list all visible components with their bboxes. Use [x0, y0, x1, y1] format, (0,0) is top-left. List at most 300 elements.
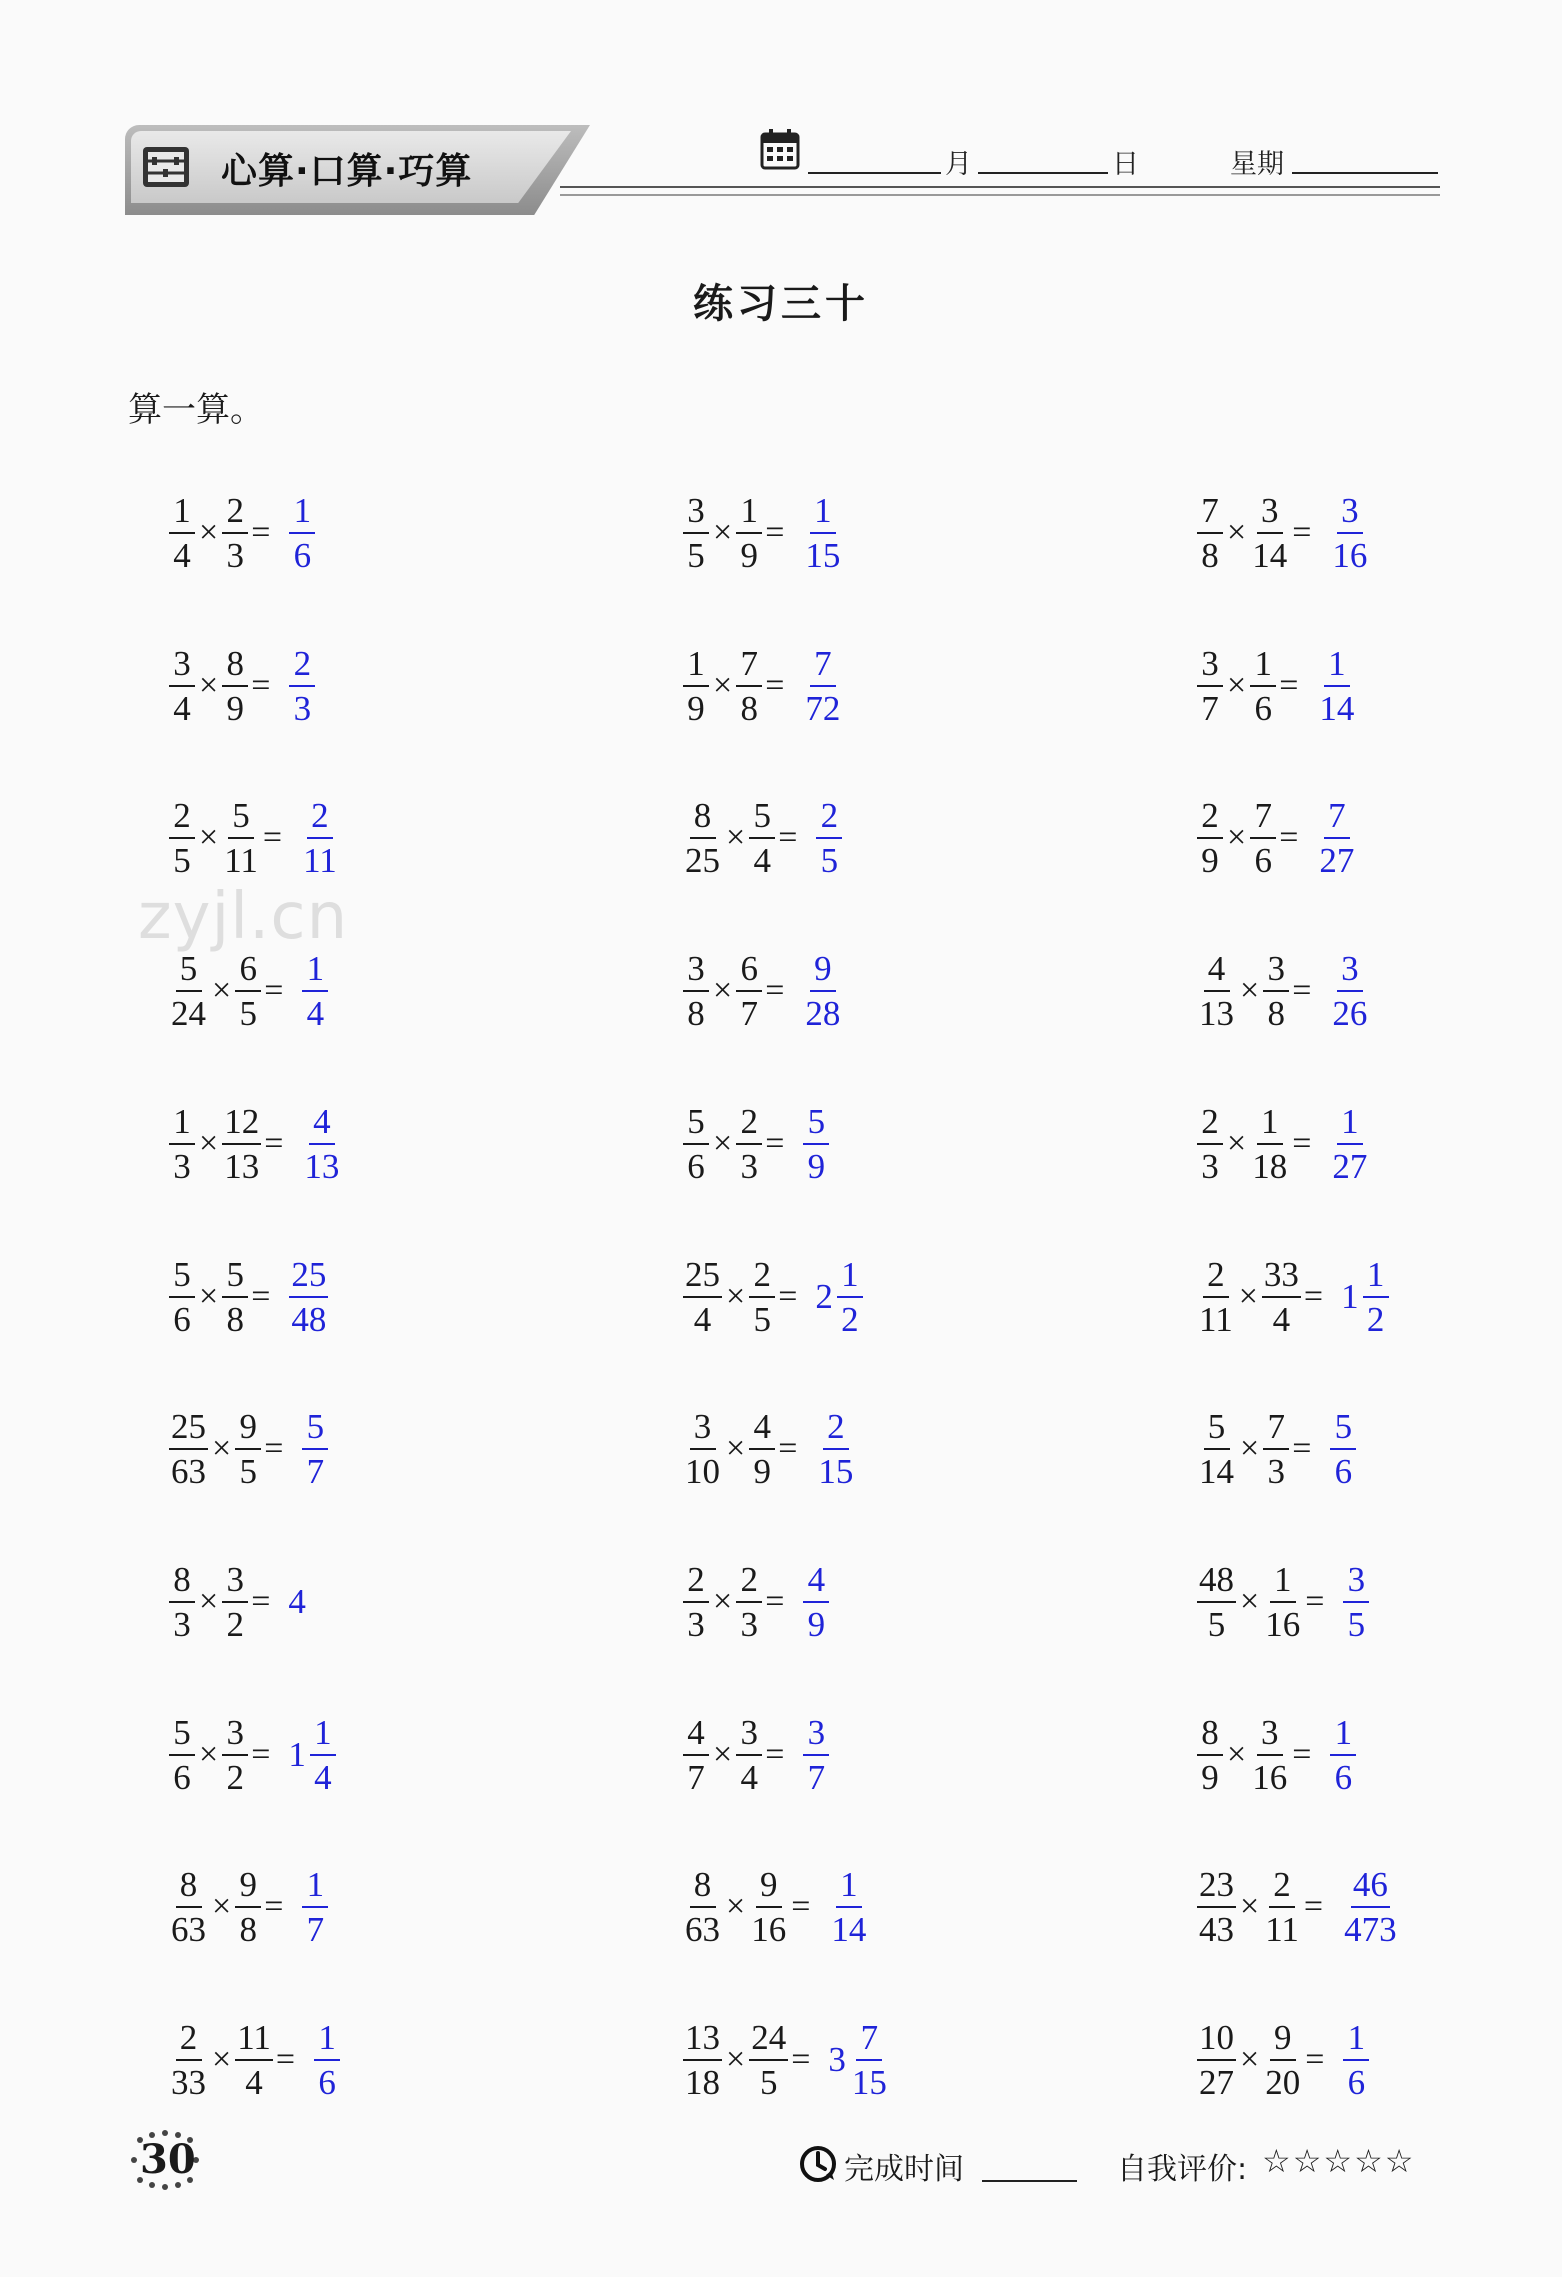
numerator: 48	[1197, 1562, 1236, 1603]
numerator: 8	[690, 1867, 716, 1908]
denominator: 5	[173, 841, 191, 880]
times-sign: ×	[713, 972, 733, 1009]
answer	[1329, 1104, 1370, 1184]
calendar-icon	[760, 128, 800, 170]
denominator: 43	[1199, 1910, 1234, 1949]
answer-numerator: 1	[314, 2020, 340, 2061]
answer-fraction	[837, 1257, 863, 1337]
denominator: 16	[1252, 1758, 1288, 1797]
equals-sign: =	[1305, 1583, 1325, 1620]
times-sign: ×	[713, 1583, 733, 1620]
answer-fraction	[829, 1867, 868, 1947]
header-rule	[560, 194, 1440, 196]
answer	[828, 2020, 890, 2100]
math-problem	[168, 1859, 329, 1955]
fraction-operand-b	[235, 1409, 261, 1489]
equals-sign: =	[1303, 1278, 1324, 1315]
denominator: 9	[226, 689, 244, 728]
fraction-operand-b	[736, 646, 762, 726]
answer-denominator: 2	[841, 1300, 859, 1339]
answer-fraction	[289, 646, 315, 726]
answer-denominator: 473	[1344, 1910, 1397, 1949]
answer	[802, 1562, 830, 1642]
answer	[1329, 493, 1370, 573]
denominator: 6	[173, 1758, 191, 1797]
answer-numerator: 2	[823, 1409, 849, 1450]
numerator: 5	[169, 1257, 195, 1298]
answer-denominator: 5	[1347, 1605, 1366, 1644]
answer-denominator: 28	[805, 994, 841, 1033]
numerator: 3	[222, 1562, 248, 1603]
answer-whole: 1	[1341, 1277, 1359, 1316]
numerator: 2	[1197, 798, 1223, 839]
denominator: 5	[687, 536, 705, 575]
answer-denominator: 14	[1319, 689, 1355, 728]
equals-sign: =	[1303, 1888, 1324, 1925]
answer-numerator: 1	[1363, 1257, 1389, 1298]
denominator: 9	[687, 689, 705, 728]
answer-denominator: 27	[1332, 1147, 1368, 1186]
numerator: 5	[176, 951, 202, 992]
times-sign: ×	[713, 514, 733, 551]
answer-numerator: 3	[1337, 951, 1363, 992]
denominator: 6	[173, 1300, 191, 1339]
numerator: 24	[749, 2020, 788, 2061]
day-label: 日	[1112, 149, 1139, 180]
denominator: 24	[171, 994, 206, 1033]
answer	[301, 1104, 342, 1184]
answer-numerator: 2	[307, 798, 333, 839]
answer-numerator: 5	[803, 1104, 829, 1145]
answer	[1341, 1257, 1390, 1337]
answer-denominator: 6	[1347, 2063, 1366, 2102]
fraction-operand-a	[683, 1409, 722, 1489]
answer-whole: 2	[815, 1277, 833, 1316]
answer-denominator: 14	[831, 1910, 867, 1949]
answer	[802, 493, 843, 573]
fraction-operand-b	[749, 1409, 775, 1489]
denominator: 3	[687, 1605, 705, 1644]
weekday-label: 星期	[1230, 149, 1284, 180]
answer-fraction	[289, 1257, 328, 1337]
numerator: 3	[169, 646, 195, 687]
numerator: 3	[683, 951, 709, 992]
equals-sign: =	[251, 667, 271, 704]
completion-time-input-line[interactable]	[982, 2180, 1077, 2182]
clock-icon	[798, 2144, 838, 2184]
denominator: 16	[1265, 1605, 1301, 1644]
answer-denominator: 6	[1334, 1452, 1353, 1491]
denominator: 3	[173, 1605, 191, 1644]
answer-fraction	[301, 798, 339, 878]
answer-numerator: 7	[856, 2020, 882, 2061]
exercise-title: 练习三十	[693, 281, 869, 327]
equals-sign: =	[262, 819, 283, 856]
page-number-badge	[130, 2130, 200, 2190]
equals-sign: =	[264, 972, 284, 1009]
denominator: 16	[751, 1910, 787, 1949]
answer-numerator: 9	[810, 951, 836, 992]
numerator: 2	[736, 1104, 762, 1145]
numerator: 5	[683, 1104, 709, 1145]
equals-sign: =	[1292, 1736, 1312, 1773]
numerator: 7	[736, 646, 762, 687]
denominator: 3	[1267, 1452, 1285, 1491]
section-banner	[125, 125, 590, 215]
math-problem	[682, 2012, 890, 2108]
answer-numerator: 1	[836, 1867, 862, 1908]
equals-sign: =	[791, 1888, 811, 1925]
numerator: 9	[1270, 2020, 1296, 2061]
fraction-operand-b	[222, 1257, 248, 1337]
banner-title: 心算·口算·巧算	[221, 151, 473, 192]
math-problem	[168, 1401, 329, 1497]
answer	[288, 1715, 337, 1795]
denominator: 14	[1199, 1452, 1234, 1491]
denominator: 25	[685, 841, 720, 880]
answer-denominator: 4	[306, 994, 325, 1033]
fraction-operand-b	[222, 1562, 248, 1642]
times-sign: ×	[713, 1736, 733, 1773]
times-sign: ×	[713, 1125, 733, 1162]
equals-sign: =	[1292, 514, 1312, 551]
times-sign: ×	[1227, 667, 1247, 704]
numerator: 4	[1204, 951, 1230, 992]
numerator: 13	[683, 2020, 722, 2061]
fraction-operand-b	[1250, 493, 1289, 573]
answer-denominator: 15	[818, 1452, 854, 1491]
denominator: 5	[753, 1300, 771, 1339]
answer-denominator: 27	[1319, 841, 1355, 880]
numerator: 1	[683, 646, 709, 687]
math-problem	[1196, 1401, 1357, 1497]
fraction-operand-b	[736, 951, 762, 1031]
denominator: 8	[1201, 536, 1219, 575]
denominator: 6	[687, 1147, 705, 1186]
answer	[288, 1257, 329, 1337]
answer-numerator: 25	[289, 1257, 328, 1298]
math-problem	[1196, 1707, 1357, 1803]
answer-numerator: 5	[1330, 1409, 1356, 1450]
numerator: 2	[1197, 1104, 1223, 1145]
numerator: 5	[222, 1257, 248, 1298]
equals-sign: =	[765, 972, 785, 1009]
answer-fraction	[803, 1104, 829, 1184]
denominator: 9	[1201, 1758, 1219, 1797]
times-sign: ×	[1240, 2041, 1260, 2078]
day-input-line[interactable]	[978, 172, 1108, 174]
math-problem	[1196, 1249, 1390, 1345]
times-sign: ×	[199, 1583, 219, 1620]
answer-fraction	[1330, 1409, 1356, 1489]
denominator: 18	[685, 2063, 720, 2102]
fraction-operand-a	[1197, 646, 1223, 726]
answer-numerator: 1	[837, 1257, 863, 1298]
fraction-operand-a	[683, 1867, 722, 1947]
fraction-operand-b	[736, 1104, 762, 1184]
denominator: 5	[239, 994, 257, 1033]
denominator: 8	[226, 1300, 244, 1339]
month-input-line[interactable]	[808, 172, 941, 174]
math-problem	[682, 1096, 830, 1192]
numerator: 7	[1263, 1409, 1289, 1450]
math-problem	[682, 790, 843, 886]
answer-fraction	[1330, 1715, 1356, 1795]
answer-denominator: 7	[306, 1910, 325, 1949]
denominator: 63	[171, 1910, 206, 1949]
fraction-operand-a	[169, 1562, 195, 1642]
numerator: 3	[222, 1715, 248, 1756]
math-problem	[168, 943, 329, 1039]
math-problem	[682, 1859, 869, 1955]
math-problem	[1196, 943, 1370, 1039]
answer-denominator: 48	[291, 1300, 327, 1339]
math-problem	[168, 1707, 337, 1803]
equals-sign: =	[264, 1125, 284, 1162]
fraction-operand-a	[1197, 493, 1223, 573]
numerator: 1	[1257, 1104, 1283, 1145]
answer-numerator: 1	[1330, 1715, 1356, 1756]
answer-numerator: 5	[302, 1409, 328, 1450]
answer-numerator: 1	[1324, 646, 1350, 687]
answer	[1316, 798, 1357, 878]
math-problem	[682, 1401, 856, 1497]
fraction-operand-a	[169, 1409, 208, 1489]
numerator: 2	[1203, 1257, 1229, 1298]
numerator: 2	[222, 493, 248, 534]
numerator: 12	[222, 1104, 261, 1145]
math-problem	[168, 790, 340, 886]
denominator: 3	[226, 536, 244, 575]
answer-fraction	[1317, 646, 1356, 726]
numerator: 9	[235, 1867, 261, 1908]
denominator: 3	[740, 1147, 758, 1186]
numerator: 2	[176, 2020, 202, 2061]
answer-whole: 1	[288, 1735, 306, 1774]
answer	[1342, 1562, 1370, 1642]
times-sign: ×	[1227, 819, 1247, 856]
answer-denominator: 9	[807, 1147, 826, 1186]
fraction-operand-a	[1197, 951, 1236, 1031]
fraction-operand-a	[169, 798, 195, 878]
answer-denominator: 7	[306, 1452, 325, 1491]
times-sign: ×	[212, 1430, 232, 1467]
numerator: 9	[756, 1867, 782, 1908]
answer-fraction	[302, 951, 328, 1031]
answer-numerator: 1	[302, 1867, 328, 1908]
fraction-operand-a	[169, 1715, 195, 1795]
denominator: 27	[1199, 2063, 1234, 2102]
answer-numerator: 7	[1324, 798, 1350, 839]
equals-sign: =	[251, 514, 271, 551]
fraction-operand-a	[169, 646, 195, 726]
denominator: 4	[173, 536, 191, 575]
fraction-operand-a	[169, 1867, 208, 1947]
fraction-operand-a	[683, 493, 709, 573]
math-problem	[682, 943, 843, 1039]
answer-numerator: 1	[810, 493, 836, 534]
times-sign: ×	[1240, 972, 1260, 1009]
answer-numerator: 4	[309, 1104, 335, 1145]
answer	[288, 646, 316, 726]
answer-fraction	[1363, 1257, 1389, 1337]
equals-sign: =	[778, 1278, 798, 1315]
answer	[802, 951, 843, 1031]
answer-fraction	[1330, 1104, 1369, 1184]
answer-fraction	[1343, 1562, 1369, 1642]
denominator: 63	[171, 1452, 206, 1491]
math-problem	[1196, 1859, 1400, 1955]
denominator: 5	[1207, 1605, 1226, 1644]
answer-denominator: 5	[820, 841, 839, 880]
numerator: 23	[1197, 1867, 1236, 1908]
fraction-operand-b	[235, 1867, 261, 1947]
denominator: 8	[1267, 994, 1285, 1033]
fraction-operand-a	[683, 1715, 709, 1795]
numerator: 8	[169, 1562, 195, 1603]
fraction-operand-a	[683, 1257, 722, 1337]
times-sign: ×	[212, 2041, 232, 2078]
equals-sign: =	[765, 514, 785, 551]
fraction-operand-b	[1263, 2020, 1302, 2100]
denominator: 11	[1199, 1300, 1233, 1339]
numerator: 9	[235, 1409, 261, 1450]
numerator: 4	[683, 1715, 709, 1756]
denominator: 13	[1199, 994, 1234, 1033]
equals-sign: =	[275, 2041, 296, 2078]
numerator: 1	[1270, 1562, 1296, 1603]
fraction-operand-b	[1263, 1409, 1289, 1489]
equals-sign: =	[791, 2041, 811, 2078]
math-problem	[168, 2012, 341, 2108]
numerator: 25	[683, 1257, 722, 1298]
times-sign: ×	[199, 1125, 219, 1162]
times-sign: ×	[1240, 1888, 1260, 1925]
fraction-operand-a	[169, 493, 195, 573]
times-sign: ×	[1240, 1430, 1260, 1467]
answer-fraction	[850, 2020, 889, 2100]
numerator: 3	[1197, 646, 1223, 687]
denominator: 63	[685, 1910, 720, 1949]
answer-denominator: 15	[851, 2063, 887, 2102]
fraction-operand-a	[169, 1257, 195, 1337]
answer-fraction	[803, 1715, 829, 1795]
fraction-operand-a	[169, 951, 208, 1031]
answer-fraction	[1342, 1867, 1399, 1947]
equals-sign: =	[778, 1430, 798, 1467]
answer-denominator: 13	[304, 1147, 340, 1186]
fraction-operand-b	[222, 1715, 248, 1795]
numerator: 3	[1257, 493, 1283, 534]
fraction-operand-a	[169, 1104, 195, 1184]
denominator: 9	[1201, 841, 1219, 880]
fraction-operand-a	[169, 2020, 208, 2100]
denominator: 6	[1254, 689, 1272, 728]
answer	[301, 951, 329, 1031]
numerator: 3	[690, 1409, 716, 1450]
answer-fraction	[803, 493, 842, 573]
times-sign: ×	[212, 1888, 232, 1925]
answer-denominator: 4	[314, 1758, 332, 1797]
fraction-operand-b	[1250, 1715, 1289, 1795]
numerator: 6	[736, 951, 762, 992]
answer-numerator: 3	[1337, 493, 1363, 534]
numerator: 1	[169, 1104, 195, 1145]
denominator: 3	[740, 1605, 758, 1644]
denominator: 11	[1265, 1910, 1299, 1949]
numerator: 33	[1262, 1257, 1301, 1298]
fraction-operand-b	[1263, 951, 1289, 1031]
denominator: 3	[173, 1147, 191, 1186]
denominator: 7	[740, 994, 758, 1033]
fraction-operand-a	[1197, 798, 1223, 878]
numerator: 6	[235, 951, 261, 992]
denominator: 8	[740, 689, 758, 728]
equals-sign: =	[264, 1888, 284, 1925]
equals-sign: =	[251, 1736, 271, 1773]
math-problem	[1196, 638, 1357, 734]
numerator: 5	[169, 1715, 195, 1756]
answer-fraction	[816, 1409, 855, 1489]
answer	[301, 1867, 329, 1947]
equals-sign: =	[765, 1125, 785, 1162]
answer-fraction	[816, 798, 842, 878]
times-sign: ×	[726, 2041, 746, 2078]
rating-stars[interactable]: ☆☆☆☆☆	[1262, 2142, 1416, 2180]
math-problem	[682, 1707, 830, 1803]
answer	[1329, 1409, 1357, 1489]
answer-denominator: 6	[1334, 1758, 1353, 1797]
times-sign: ×	[726, 1278, 746, 1315]
equals-sign: =	[251, 1583, 271, 1620]
numerator: 2	[169, 798, 195, 839]
fraction-operand-b	[222, 646, 248, 726]
equals-sign: =	[251, 1278, 271, 1315]
answer-denominator: 3	[293, 689, 312, 728]
denominator: 4	[740, 1758, 758, 1797]
math-problem	[682, 1554, 830, 1650]
denominator: 4	[1272, 1300, 1291, 1339]
answer	[828, 1867, 869, 1947]
fraction-operand-a	[1197, 1562, 1236, 1642]
weekday-input-line[interactable]	[1292, 172, 1438, 174]
answer-denominator: 16	[1332, 536, 1368, 575]
math-problem	[1196, 790, 1357, 886]
answer-fraction	[803, 646, 842, 726]
equals-sign: =	[264, 1430, 284, 1467]
answer-fraction	[1330, 951, 1369, 1031]
answer-denominator: 11	[303, 841, 337, 880]
denominator: 5	[239, 1452, 257, 1491]
answer	[802, 1715, 830, 1795]
answer	[815, 798, 843, 878]
answer-numerator: 2	[816, 798, 842, 839]
abacus-icon	[141, 145, 191, 189]
completion-time-label: 完成时间	[844, 2152, 964, 2187]
times-sign: ×	[212, 972, 232, 1009]
fraction-operand-b	[749, 1257, 775, 1337]
answer	[815, 1257, 864, 1337]
fraction-operand-a	[1197, 2020, 1236, 2100]
answer-numerator: 46	[1351, 1867, 1390, 1908]
times-sign: ×	[726, 1430, 746, 1467]
equals-sign: =	[1292, 1430, 1312, 1467]
times-sign: ×	[199, 514, 219, 551]
answer-numerator: 3	[1343, 1562, 1369, 1603]
math-problem	[1196, 1096, 1370, 1192]
numerator: 5	[1204, 1409, 1230, 1450]
denominator: 4	[753, 841, 771, 880]
